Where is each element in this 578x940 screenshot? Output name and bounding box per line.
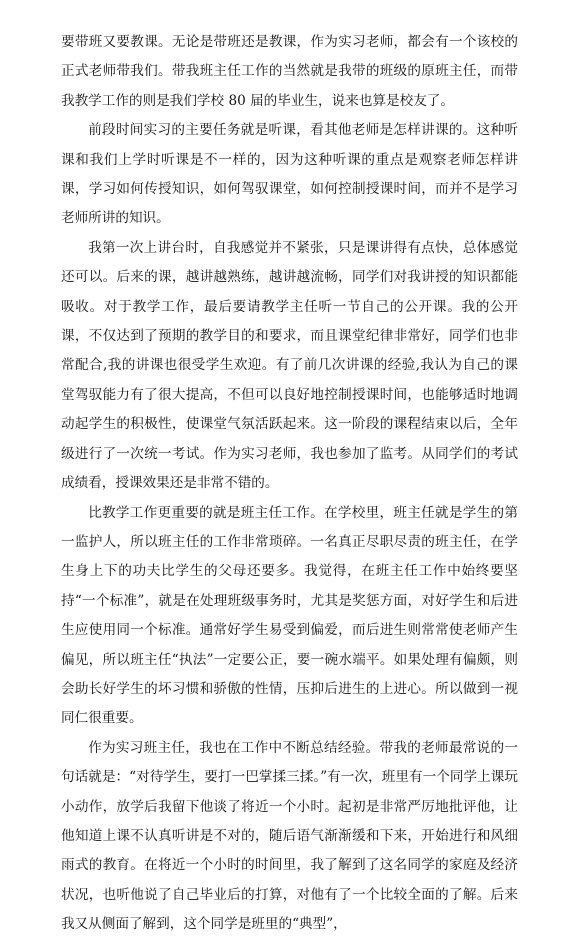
paragraph-5: 作为实习班主任，我也在工作中不断总结经验。带我的老师最常说的一句话就是：“对待学生，要打一巴掌揉三揉。”有一次，班里有一个同学上课玩小动作，放学后我留下他谈了将近一个小时。起初是非常严厉地批评他，让他知道上课不认真听讲是不对的，随后语气渐渐缓和下来，开始进行和风细雨式的教育。在将近一个小时的时间里，我了解到了这名同学的家庭及经济状况，也听他说了自己毕业后的打算，对他有了一个比较全面的了解。后来我又从侧面了解到，这个同学是班里的“典型”， xyxy=(61,739,518,933)
paragraph-1: 要带班又要教课。无论是带班还是教课，作为实习老师，都会有一个该校的正式老师带我们。带我班主任工作的当然就是我带的班级的原班主任，而带我教学工作的则是我们学校 80 届的毕业生，说来也算是校友了。 xyxy=(61,34,518,109)
paragraph-3: 我第一次上讲台时，自我感觉并不紧张，只是课讲得有点快，总体感觉还可以。后来的课，越讲越熟练，越讲越流畅，同学们对我讲授的知识都能吸收。对于教学工作，最后要请教学主任听一节自己的公开课。我的公开课，不仅达到了预期的教学目的和要求，而且课堂纪律非常好，同学们也非常配合,我的讲课也很受学生欢迎。有了前几次讲课的经验,我认为自己的课堂驾驭能力有了很大提高，不但可以良好地控制授课时间，也能够适时地调动起学生的积极性，使课堂气氛活跃起来。这一阶段的课程结束以后，全年级进行了一次统一考试。作为实习老师，我也参加了监考。从同学们的考试成绩看，授课效果还是非常不错的。 xyxy=(61,239,518,492)
paragraph-2: 前段时间实习的主要任务就是听课，看其他老师是怎样讲课的。这种听课和我们上学时听课是不一样的，因为这种听课的重点是观察老师怎样讲课，学习如何传授知识，如何驾驭课堂，如何控制授课时间，而并不是学习老师所讲的知识。 xyxy=(61,122,518,227)
paragraph-4: 比教学工作更重要的就是班主任工作。在学校里，班主任就是学生的第一监护人，所以班主任的工作非常琐碎。一名真正尽职尽责的班主任，在学生身上下的功夫比学生的父母还要多。我觉得，在班主任工作中始终要坚持“一个标准”，就是在处理班级事务时，尤其是奖惩方面，对好学生和后进生应使用同一个标准。通常好学生易受到偏爱，而后进生则常常使老师产生偏见，所以班主任“执法”一定要公正，要一碗水端平。如果处理有偏颇，则会助长好学生的坏习惯和骄傲的性情，压抑后进生的上进心。所以做到一视同仁很重要。 xyxy=(61,504,518,727)
document-page xyxy=(61,28,518,940)
